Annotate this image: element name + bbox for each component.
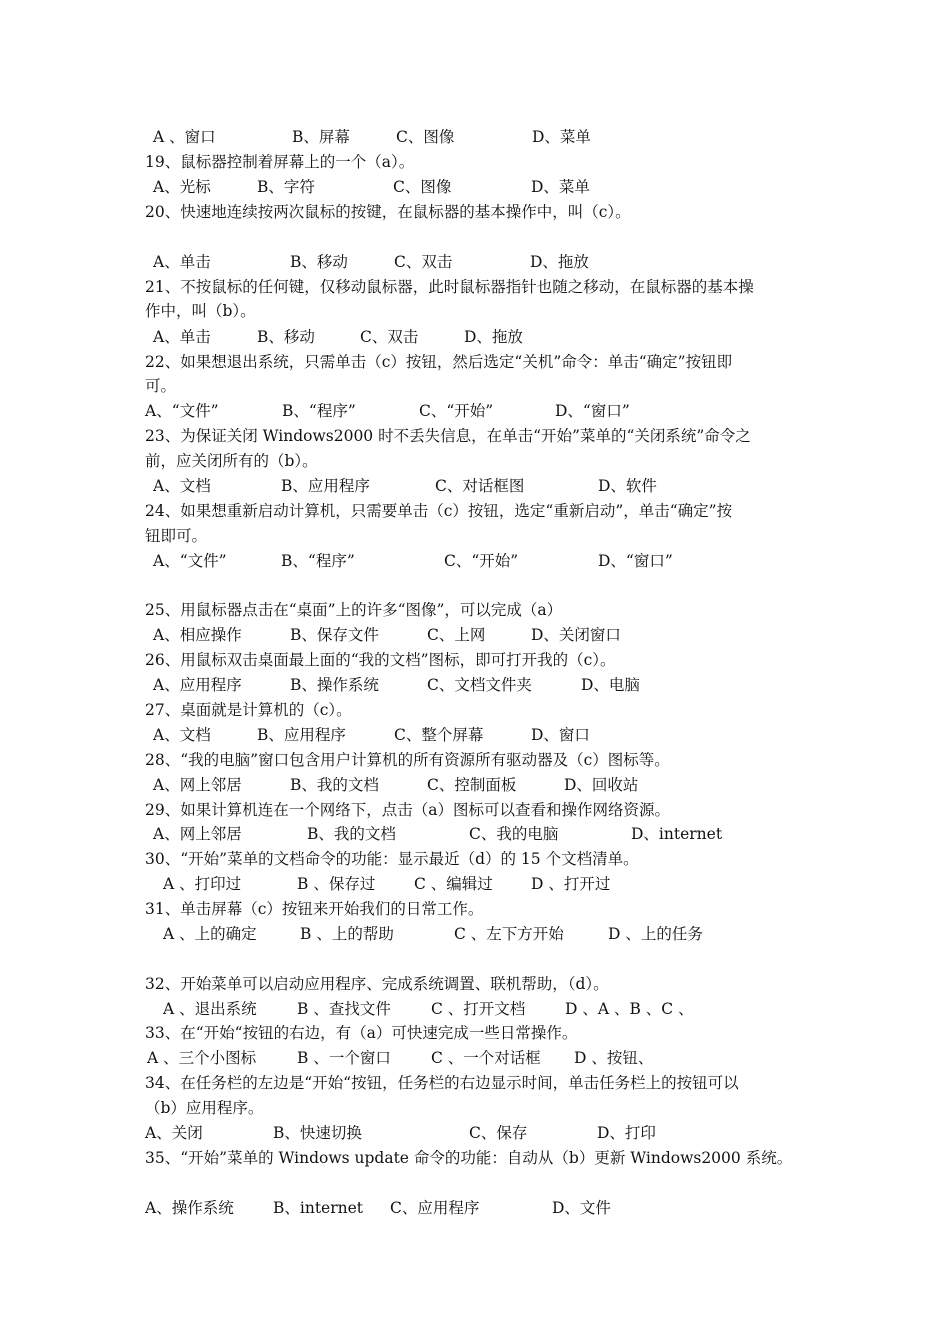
option-b: B 、上的帮助 <box>300 925 394 943</box>
option-b: B 、查找文件 <box>297 1000 391 1018</box>
option-b: B、“程序” <box>282 402 356 420</box>
option-d: D、internet <box>631 825 723 843</box>
option-a: A、关闭 <box>145 1124 203 1142</box>
question-text: 24、如果想重新启动计算机，只需要单击（c）按钮，选定“重新启动”，单击“确定”按 <box>145 502 733 520</box>
option-a: A、单击 <box>153 328 211 346</box>
option-c: C、“开始” <box>419 402 494 420</box>
option-b: B、操作系统 <box>290 676 379 694</box>
option-line <box>163 922 703 946</box>
question-text: 26、用鼠标双击桌面最上面的“我的文档”图标，即可打开我的（c）。 <box>145 651 616 669</box>
option-line <box>153 125 591 149</box>
option-line <box>153 474 657 498</box>
option-b: B、“程序” <box>281 552 355 570</box>
option-c: C、控制面板 <box>427 776 517 794</box>
option-c: C 、左下方开始 <box>454 925 564 943</box>
option-line <box>145 1121 656 1145</box>
option-d: D、打印 <box>597 1124 656 1142</box>
option-a: A、文档 <box>153 726 211 744</box>
option-b: B、应用程序 <box>257 726 346 744</box>
option-c: C 、编辑过 <box>414 875 493 893</box>
option-d: D 、A 、B 、C 、 <box>565 1000 694 1018</box>
question-text: （b）应用程序。 <box>145 1099 264 1117</box>
option-c: C、整个屏幕 <box>394 726 484 744</box>
option-b: B、保存文件 <box>290 626 379 644</box>
option-d: D、拖放 <box>464 328 523 346</box>
option-b: B、应用程序 <box>281 477 370 495</box>
question-text: 27、桌面就是计算机的（c）。 <box>145 701 352 719</box>
option-line <box>153 673 640 697</box>
question-text: 25、用鼠标器点击在“桌面”上的许多“图像”，可以完成（a） <box>145 601 563 619</box>
option-b: B、移动 <box>290 253 348 271</box>
option-b: B、快速切换 <box>273 1124 362 1142</box>
question-text: 前，应关闭所有的（b）。 <box>145 452 318 470</box>
option-a: A 、打印过 <box>163 875 242 893</box>
option-b: B、我的文档 <box>307 825 396 843</box>
option-d: D 、打开过 <box>531 875 611 893</box>
question-text: 作中，叫（b）。 <box>145 302 256 320</box>
option-b: B、移动 <box>257 328 315 346</box>
question-text: 可。 <box>145 377 177 395</box>
option-d: D、关闭窗口 <box>531 626 621 644</box>
option-b: B、我的文档 <box>290 776 379 794</box>
option-d: D 、上的任务 <box>608 925 703 943</box>
question-text: 32、开始菜单可以启动应用程序、完成系统调置、联机帮助，（d）。 <box>145 975 609 993</box>
option-c: C、应用程序 <box>390 1199 480 1217</box>
option-a: A、单击 <box>153 253 211 271</box>
option-d: D、拖放 <box>530 253 589 271</box>
option-line <box>163 872 610 896</box>
option-d: D、窗口 <box>531 726 590 744</box>
option-c: C、我的电脑 <box>469 825 559 843</box>
question-text: 33、在“开始“按钮的右边，有（a）可快速完成一些日常操作。 <box>145 1024 578 1042</box>
option-a: A、光标 <box>153 178 211 196</box>
option-c: C 、一个对话框 <box>431 1049 541 1067</box>
option-d: D、“窗口” <box>598 552 673 570</box>
option-a: A 、上的确定 <box>163 925 257 943</box>
option-a: A、“文件” <box>153 552 227 570</box>
option-line <box>153 623 621 647</box>
option-line <box>153 822 722 846</box>
option-a: A 、三个小图标 <box>147 1049 257 1067</box>
option-a: A、文档 <box>153 477 211 495</box>
option-c: C、双击 <box>394 253 453 271</box>
option-line <box>153 325 523 349</box>
question-text: 21、不按鼠标的任何键，仅移动鼠标器，此时鼠标器指针也随之移动，在鼠标器的基本操 <box>145 278 754 296</box>
option-line <box>145 1196 611 1220</box>
question-text: 30、“开始”菜单的文档命令的功能：显示最近（d）的 15 个文档清单。 <box>145 850 639 868</box>
option-a: A、“文件” <box>145 402 219 420</box>
option-b: B、屏幕 <box>292 128 350 146</box>
option-d: D、电脑 <box>581 676 640 694</box>
option-line <box>153 723 590 747</box>
question-text: 35、“开始”菜单的 Windows update 命令的功能：自动从（b）更新 Windows2000 系统。 <box>145 1149 793 1167</box>
option-a: A 、退出系统 <box>163 1000 257 1018</box>
option-a: A、网上邻居 <box>153 825 242 843</box>
option-a: A、操作系统 <box>145 1199 234 1217</box>
option-line <box>153 175 590 199</box>
option-a: A 、窗口 <box>153 128 216 146</box>
question-text: 34、在任务栏的左边是“开始“按钮，任务栏的右边显示时间，单击任务栏上的按钮可以 <box>145 1074 739 1092</box>
option-c: C、对话框图 <box>435 477 525 495</box>
question-text: 22、如果想退出系统，只需单击（c）按钮，然后选定“关机”命令：单击“确定”按钮即 <box>145 353 733 371</box>
option-d: D、菜单 <box>531 178 590 196</box>
option-a: A、应用程序 <box>153 676 242 694</box>
option-d: D、菜单 <box>532 128 591 146</box>
question-text: 23、为保证关闭 Windows2000 时不丢失信息，在单击“开始”菜单的“关闭系统”命令之 <box>145 427 751 445</box>
question-text: 20、快速地连续按两次鼠标的按键，在鼠标器的基本操作中，叫（c）。 <box>145 203 631 221</box>
option-line <box>147 1046 653 1070</box>
option-line <box>153 549 673 573</box>
question-text: 29、如果计算机连在一个网络下，点击（a）图标可以查看和操作网络资源。 <box>145 801 670 819</box>
option-a: A、相应操作 <box>153 626 242 644</box>
option-line <box>163 997 694 1021</box>
option-c: C 、打开文档 <box>431 1000 526 1018</box>
option-line <box>153 250 589 274</box>
question-text: 31、单击屏幕（c）按钮来开始我们的日常工作。 <box>145 900 484 918</box>
option-c: C、保存 <box>469 1124 528 1142</box>
question-text: 19、鼠标器控制着屏幕上的一个（a）。 <box>145 153 415 171</box>
option-b: B 、一个窗口 <box>297 1049 391 1067</box>
option-c: C、上网 <box>427 626 486 644</box>
option-b: B、字符 <box>257 178 315 196</box>
option-c: C、图像 <box>393 178 452 196</box>
option-c: C、双击 <box>360 328 419 346</box>
question-text: 钮即可。 <box>145 527 208 545</box>
option-c: C、文档文件夹 <box>427 676 532 694</box>
question-text: 28、“我的电脑”窗口包含用户计算机的所有资源所有驱动器及（c）图标等。 <box>145 751 670 769</box>
option-d: D、回收站 <box>564 776 639 794</box>
option-d: D、文件 <box>552 1199 611 1217</box>
option-b: B、internet <box>273 1199 364 1217</box>
option-b: B 、保存过 <box>297 875 376 893</box>
option-d: D 、按钮、 <box>574 1049 654 1067</box>
option-d: D、“窗口” <box>555 402 630 420</box>
option-d: D、软件 <box>598 477 657 495</box>
option-c: C、图像 <box>396 128 455 146</box>
option-a: A、网上邻居 <box>153 776 242 794</box>
option-line <box>153 773 638 797</box>
option-c: C、“开始” <box>444 552 519 570</box>
option-line <box>145 399 630 423</box>
